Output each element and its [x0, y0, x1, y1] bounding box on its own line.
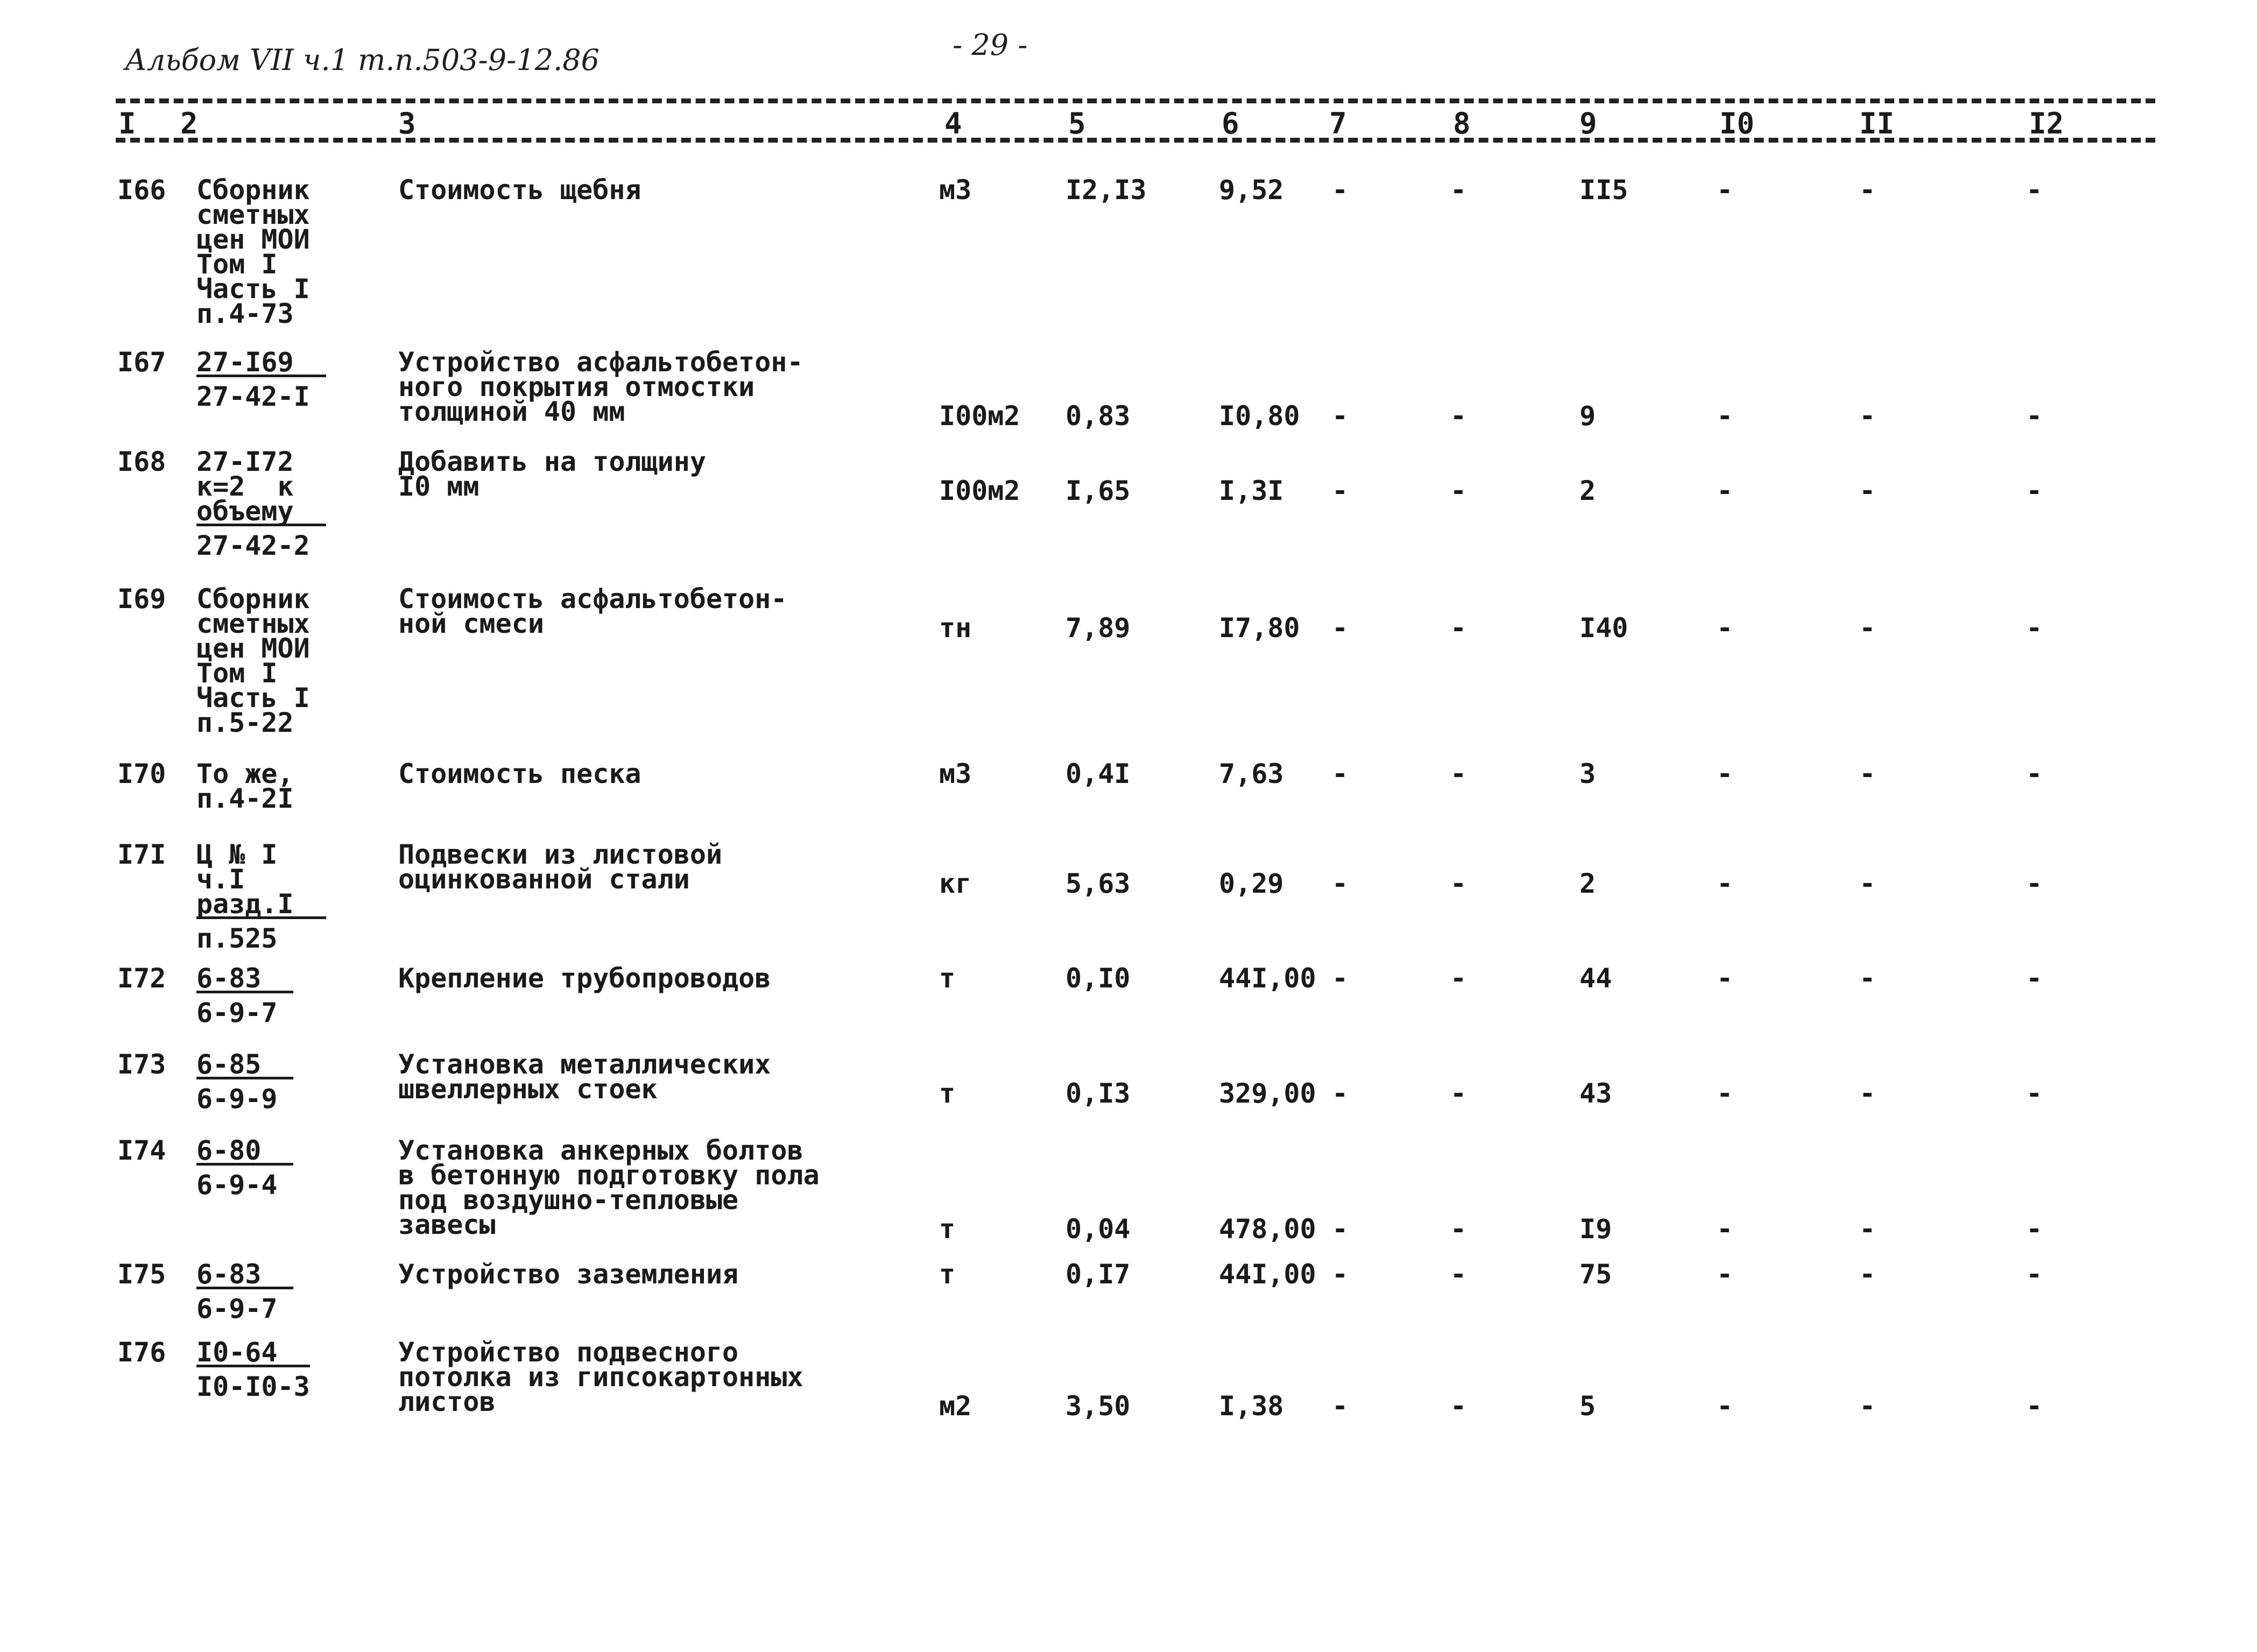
row-number: I70 [117, 758, 166, 789]
row-number: I76 [117, 1337, 166, 1368]
basis-line [196, 381, 310, 412]
col-10: - [1717, 1213, 1733, 1245]
unit-price: I7,80 [1219, 612, 1300, 644]
basis-text: п.5-22 [196, 707, 294, 738]
basis-text: сметных [196, 199, 310, 230]
quantity: 0,I7 [1066, 1259, 1131, 1290]
description-line: в бетонную подготовку пола [398, 1160, 820, 1191]
col-12: - [2026, 1259, 2043, 1290]
unit-price: 44I,00 [1219, 963, 1316, 994]
basis-text: 6-9-7 [196, 1293, 278, 1324]
unit-price: I0,80 [1219, 400, 1300, 432]
row-number: I75 [117, 1259, 166, 1290]
column-header-10: I0 [1719, 107, 1755, 140]
unit: тн [939, 612, 972, 644]
basis-line [196, 1371, 310, 1402]
total-cost: 43 [1579, 1078, 1612, 1109]
quantity: 7,89 [1066, 612, 1131, 644]
basis-text: 6-85 [196, 1052, 293, 1079]
quantity: 0,I3 [1066, 1078, 1131, 1109]
basis-text: цен МОИ [196, 224, 310, 255]
total-cost: 75 [1579, 1259, 1612, 1290]
col-8: - [1450, 1390, 1467, 1422]
col-12: - [2026, 868, 2043, 899]
col-7: - [1332, 1390, 1349, 1422]
col-8: - [1450, 174, 1467, 206]
col-8: - [1450, 1259, 1467, 1290]
col-8: - [1450, 400, 1467, 432]
basis-text: разд.I [196, 892, 326, 919]
unit: т [939, 1078, 956, 1109]
basis-text: 27-I69 [196, 350, 326, 377]
col-7: - [1332, 758, 1349, 789]
basis-line [196, 1049, 293, 1080]
unit: кг [939, 868, 972, 899]
basis-line [196, 1083, 278, 1114]
basis-text: п.525 [196, 923, 278, 954]
col-10: - [1717, 963, 1733, 994]
basis-line [196, 783, 294, 814]
column-header-2: 2 [180, 107, 198, 140]
col-8: - [1450, 963, 1467, 994]
quantity: I,65 [1066, 475, 1131, 506]
basis-text: Часть I [196, 682, 310, 714]
col-8: - [1450, 612, 1467, 644]
col-11: - [1859, 612, 1876, 644]
column-header-1: I [118, 107, 136, 140]
basis-line [196, 298, 294, 329]
col-11: - [1859, 1259, 1876, 1290]
column-header-8: 8 [1453, 107, 1471, 140]
col-12: - [2026, 1213, 2043, 1245]
col-11: - [1859, 400, 1876, 432]
column-header-4: 4 [944, 107, 962, 140]
col-10: - [1717, 868, 1733, 899]
description-line: швеллерных стоек [398, 1074, 658, 1105]
unit: м2 [939, 1390, 972, 1422]
basis-text: Часть I [196, 273, 310, 305]
col-10: - [1717, 400, 1733, 432]
description-line: толщиной 40 мм [398, 396, 625, 427]
basis-line [196, 963, 293, 994]
col-7: - [1332, 1259, 1349, 1290]
col-11: - [1859, 475, 1876, 506]
basis-text: п.4-73 [196, 298, 294, 329]
col-11: - [1859, 174, 1876, 206]
col-10: - [1717, 475, 1733, 506]
col-12: - [2026, 400, 2043, 432]
col-7: - [1332, 1213, 1349, 1245]
unit-price: 9,52 [1219, 174, 1284, 206]
basis-text: I0-64 [196, 1340, 310, 1367]
total-cost: 44 [1579, 963, 1612, 994]
basis-text: I0-I0-3 [196, 1371, 310, 1402]
unit-price: 478,00 [1219, 1213, 1316, 1245]
col-8: - [1450, 1213, 1467, 1245]
col-11: - [1859, 758, 1876, 789]
basis-line [196, 1135, 293, 1166]
description-line: Подвески из листовой [398, 839, 723, 870]
col-10: - [1717, 1078, 1733, 1109]
description-line: Устройство заземления [398, 1259, 739, 1290]
description-line: листов [398, 1386, 496, 1417]
col-10: - [1717, 1390, 1733, 1422]
col-10: - [1717, 758, 1733, 789]
description-line: Добавить на толщину [398, 446, 706, 477]
row-number: I74 [117, 1135, 166, 1166]
basis-text: 6-83 [196, 1262, 293, 1289]
basis-line [196, 997, 278, 1028]
col-11: - [1859, 963, 1876, 994]
col-11: - [1859, 868, 1876, 899]
description-line: Установка металлических [398, 1049, 771, 1080]
row-number: I7I [117, 839, 166, 870]
row-number: I69 [117, 583, 166, 615]
col-8: - [1450, 758, 1467, 789]
quantity: 0,I0 [1066, 963, 1131, 994]
unit-price: I,38 [1219, 1390, 1284, 1422]
total-cost: 2 [1579, 868, 1596, 899]
col-8: - [1450, 475, 1467, 506]
unit-price: 7,63 [1219, 758, 1284, 789]
quantity: 0,04 [1066, 1213, 1131, 1245]
unit-price: 329,00 [1219, 1078, 1316, 1109]
col-7: - [1332, 475, 1349, 506]
col-12: - [2026, 1078, 2043, 1109]
basis-text: 6-9-9 [196, 1083, 278, 1114]
header-top-rule [116, 98, 2155, 103]
album-reference: Альбом VII ч.1 т.п.503-9-12.86 [125, 43, 600, 77]
unit-price: I,3I [1219, 475, 1284, 506]
col-7: - [1332, 612, 1349, 644]
col-10: - [1717, 174, 1733, 206]
column-header-5: 5 [1068, 107, 1086, 140]
description-line: Стоимость щебня [398, 174, 641, 206]
description-line: Устройство подвесного [398, 1337, 739, 1368]
basis-text: к=2 к [196, 471, 294, 502]
unit: т [939, 1213, 956, 1245]
total-cost: I40 [1579, 612, 1628, 644]
description-line: Стоимость асфальтобетон- [398, 583, 787, 615]
basis-line [196, 1169, 278, 1201]
basis-text: 6-80 [196, 1138, 293, 1166]
total-cost: 5 [1579, 1390, 1596, 1422]
basis-text: 6-9-4 [196, 1169, 278, 1201]
total-cost: 3 [1579, 758, 1596, 789]
basis-line [196, 530, 310, 561]
basis-line [196, 496, 326, 527]
description-line: Стоимость песка [398, 758, 641, 789]
col-7: - [1332, 1078, 1349, 1109]
basis-text: ч.I [196, 864, 245, 895]
col-10: - [1717, 612, 1733, 644]
basis-line [196, 1337, 310, 1368]
column-header-7: 7 [1329, 107, 1347, 140]
basis-line [196, 888, 326, 920]
row-number: I73 [117, 1049, 166, 1080]
description-line: Установка анкерных болтов [398, 1135, 803, 1166]
description-line: потолка из гипсокартонных [398, 1361, 803, 1393]
row-number: I67 [117, 347, 166, 378]
col-10: - [1717, 1259, 1733, 1290]
description-line: I0 мм [398, 471, 479, 502]
description-line: под воздушно-тепловые [398, 1184, 739, 1216]
basis-line [196, 707, 294, 738]
unit-price: 0,29 [1219, 868, 1284, 899]
col-7: - [1332, 400, 1349, 432]
col-12: - [2026, 963, 2043, 994]
column-header-9: 9 [1579, 107, 1597, 140]
unit: м3 [939, 758, 972, 789]
unit: I00м2 [939, 475, 1020, 506]
description-line: Устройство асфальтобетон- [398, 347, 803, 378]
basis-text: Сборник [196, 174, 310, 206]
basis-text: Том I [196, 658, 278, 689]
col-7: - [1332, 174, 1349, 206]
col-12: - [2026, 1390, 2043, 1422]
quantity: 0,4I [1066, 758, 1131, 789]
quantity: 3,50 [1066, 1390, 1131, 1422]
col-12: - [2026, 475, 2043, 506]
column-header-3: 3 [398, 107, 416, 140]
col-11: - [1859, 1390, 1876, 1422]
column-header-12: I2 [2029, 107, 2064, 140]
col-12: - [2026, 758, 2043, 789]
basis-text: объему [196, 499, 326, 526]
quantity: 5,63 [1066, 868, 1131, 899]
row-number: I66 [117, 174, 166, 206]
basis-text: п.4-2I [196, 783, 294, 814]
basis-line [196, 347, 326, 378]
col-8: - [1450, 1078, 1467, 1109]
unit: м3 [939, 174, 972, 206]
row-number: I68 [117, 446, 166, 477]
total-cost: 2 [1579, 475, 1596, 506]
column-header-6: 6 [1222, 107, 1239, 140]
total-cost: 9 [1579, 400, 1596, 432]
basis-text: 6-9-7 [196, 997, 278, 1028]
header-bottom-rule [116, 138, 2155, 143]
description-line: ной смеси [398, 608, 544, 639]
unit-price: 44I,00 [1219, 1259, 1316, 1290]
col-7: - [1332, 868, 1349, 899]
col-8: - [1450, 868, 1467, 899]
description-line: оцинкованной стали [398, 864, 690, 895]
description-line: Крепление трубопроводов [398, 963, 771, 994]
total-cost: II5 [1579, 174, 1628, 206]
basis-line [196, 923, 278, 954]
quantity: 0,83 [1066, 400, 1131, 432]
page-number: - 29 - [953, 28, 1028, 62]
col-12: - [2026, 612, 2043, 644]
basis-text: 27-42-2 [196, 530, 310, 561]
basis-text: сметных [196, 608, 310, 639]
row-number: I72 [117, 963, 166, 994]
description-line: завесы [398, 1209, 496, 1240]
description-line: ного покрытия отмостки [398, 371, 755, 403]
basis-text: Том I [196, 249, 278, 280]
column-header-11: II [1859, 107, 1895, 140]
total-cost: I9 [1579, 1213, 1612, 1245]
basis-line [196, 1259, 293, 1290]
basis-text: Ц № I [196, 839, 278, 870]
unit: т [939, 1259, 956, 1290]
basis-text: 6-83 [196, 966, 293, 993]
unit: т [939, 963, 956, 994]
basis-text: Сборник [196, 583, 310, 615]
col-11: - [1859, 1078, 1876, 1109]
basis-line [196, 1293, 278, 1324]
basis-text: То же, [196, 758, 294, 789]
quantity: I2,I3 [1066, 174, 1147, 206]
basis-text: 27-42-I [196, 381, 310, 412]
unit: I00м2 [939, 400, 1020, 432]
basis-text: цен МОИ [196, 633, 310, 664]
basis-text: 27-I72 [196, 446, 294, 477]
col-11: - [1859, 1213, 1876, 1245]
col-7: - [1332, 963, 1349, 994]
col-12: - [2026, 174, 2043, 206]
